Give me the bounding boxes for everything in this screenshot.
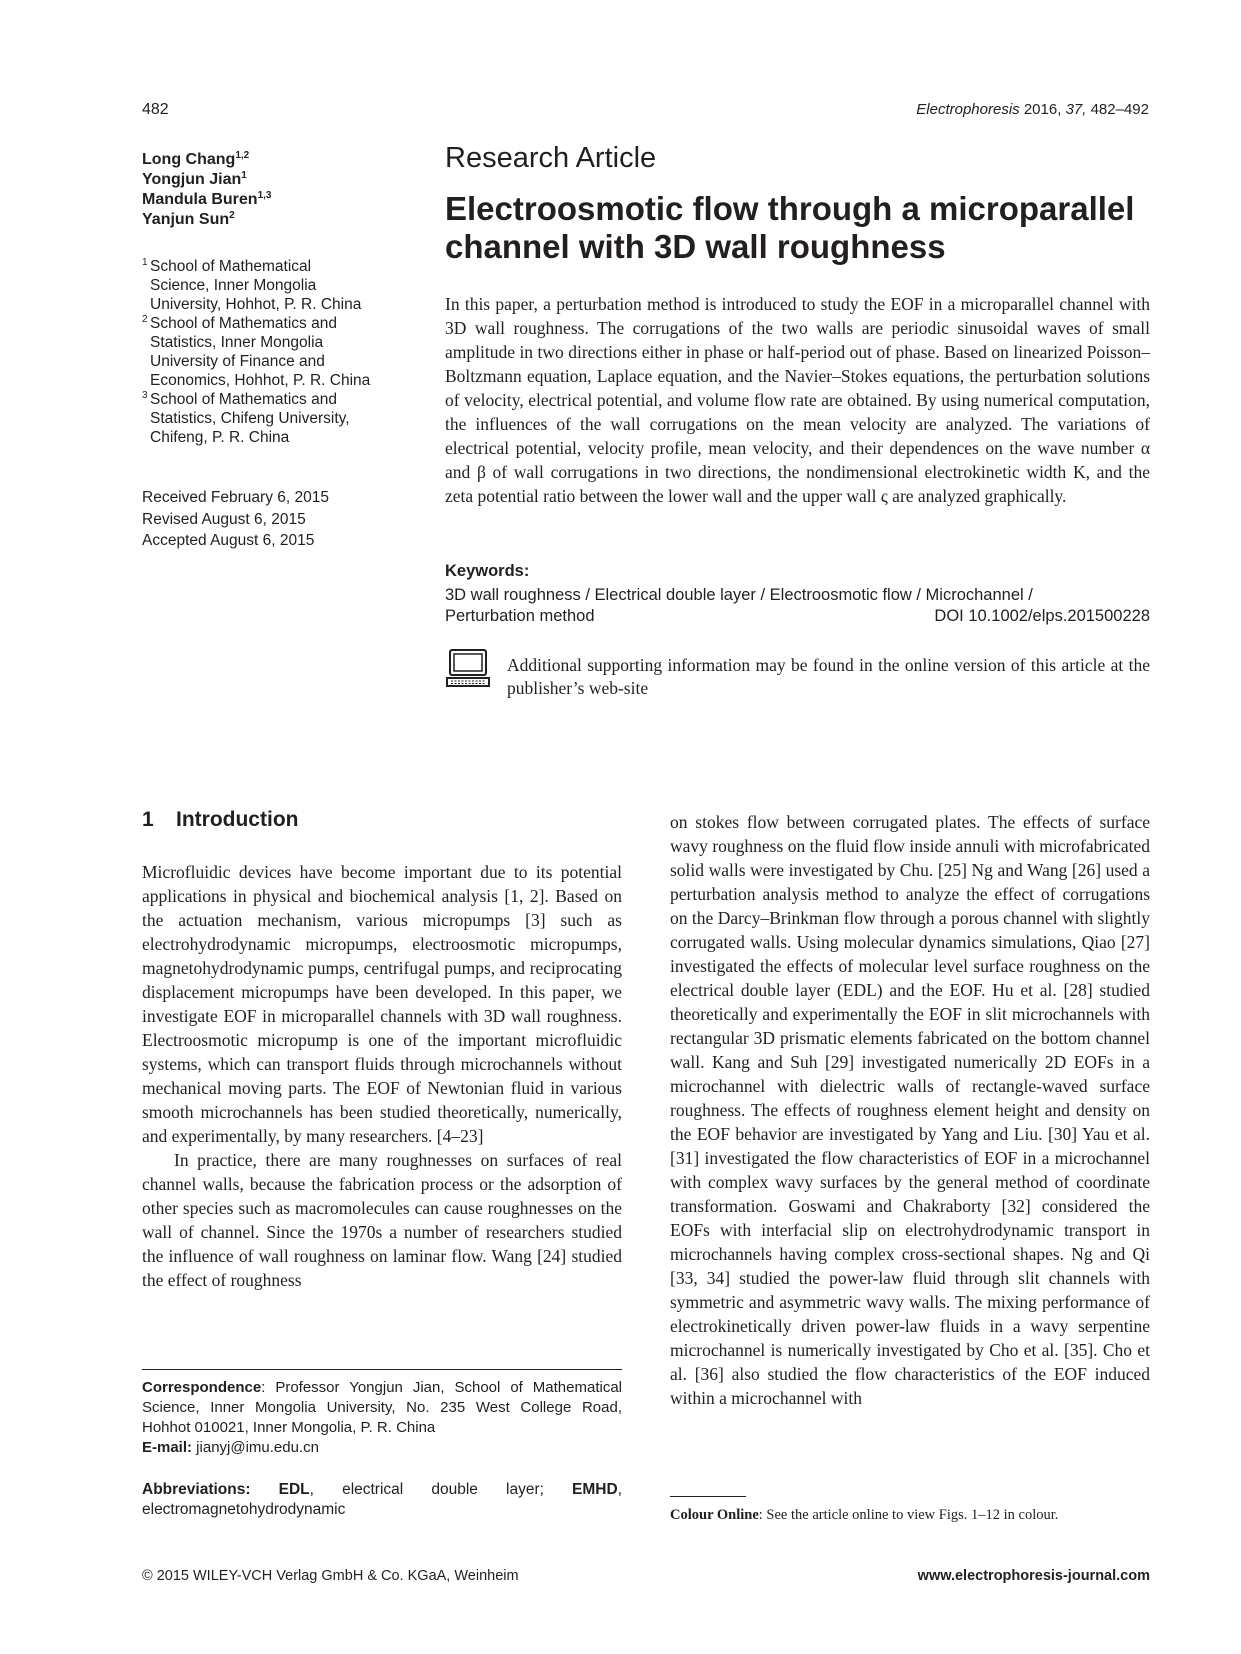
page-number: 482 <box>142 101 169 118</box>
journal-name: Electrophoresis <box>916 101 1020 118</box>
author: Yanjun Sun$^2$ <box>142 210 235 228</box>
journal-year: 2016, <box>1023 101 1062 118</box>
journal-website: www.electrophoresis-journal.com <box>917 1568 1150 1584</box>
copyright: © 2015 WILEY-VCH Verlag GmbH & Co. KGaA, Weinheim <box>142 1568 519 1584</box>
body-column-left <box>142 860 622 1292</box>
footnote-divider <box>670 1496 746 1497</box>
paragraph: In practice, there are many roughnesses on surfaces of real channel walls, because the fabrication process or the adsorption of other species such as macromolecules can cause roughnesses on the wall of channel. Since the 1970s a number of researchers studied the influence of wall roughness on laminar flow. Wang [24] studied the effect of roughness <box>142 1150 622 1290</box>
journal-pages: 482–492 <box>1090 101 1149 118</box>
section-heading-introduction <box>142 808 298 832</box>
received-date: Received February 6, 2015 <box>142 489 329 506</box>
author-list <box>142 150 412 230</box>
keywords-list: 3D wall roughness / Electrical double layer / Electroosmotic flow / Microchannel / <box>445 586 1033 604</box>
correspondence-note: Correspondence: Professor Yongjun Jian, School of Mathematical Science, Inner Mongolia University, No. 235 West College Road, Hohhot 010021, Inner Mongolia, P. R. China E-mail: jianyj@imu.edu.cn <box>142 1379 622 1456</box>
accepted-date: Accepted August 6, 2015 <box>142 532 315 549</box>
computer-icon <box>445 648 491 690</box>
abbreviations-note: Abbreviations: EDL, electrical double layer; EMHD, electromagnetohydrodynamic <box>142 1481 622 1518</box>
section-title: Introduction <box>176 808 299 831</box>
article-dates <box>142 487 412 552</box>
author: Long Chang$^{1,2}$ <box>142 150 250 168</box>
article-type: Research Article <box>445 142 657 174</box>
author: Mandula Buren$^{1,3}$ <box>142 190 272 208</box>
keywords-heading: Keywords: <box>445 562 530 580</box>
correspondence-email: jianyj@imu.edu.cn <box>192 1439 319 1456</box>
body-column-right <box>670 810 1150 1410</box>
author: Yongjun Jian$^1$ <box>142 170 247 188</box>
paragraph: on stokes flow between corrugated plates. The effects of surface wavy roughness on the fluid flow inside annuli with microfabricated solid walls were investigated by Chu. [25] Ng and Wang [26] used a perturbation analysis method to analyze the effect of corrugations on the Darcy–Brinkman flow through a porous channel with slightly corrugated walls. Using molecular dynamics simulations, Qiao [27] investigated the effects of molecular level surface roughness on the electrical double layer (EDL) and the EOF. Hu et al. [28] studied theoretically and experimentally the EOF in slit microchannels with rectangular 3D prismatic elements fabricated on the bottom channel wall. Kang and Suh [29] investigated numerically 2D EOFs in a microchannel with dielectric walls of rectangle-waved surface roughness. The effects of roughness element height and density on the EOF behavior are investigated by Yang and Liu. [30] Yau et al. [31] investigated the flow characteristics of EOF in a microchannel with complex wavy surfaces by the general method of coordinate transformation. Goswami and Chakraborty [32] considered the EOFs with interfacial slip on electrohydrodynamic transport in microchannels having complex cross-sectional shapes. Ng and Qi [33, 34] studied the power-law fluid through slit channels with symmetric and asymmetric wavy walls. The mixing performance of electrokinetically driven power-law fluids in a wavy serpentine microchannel is numerically investigated by Cho et al. [35]. Cho et al. [36] also studied the flow characteristics of the EOF induced within a microchannel with <box>670 812 1150 1408</box>
journal-volume: 37, <box>1065 101 1087 118</box>
paragraph: Microfluidic devices have become important due to its potential applications in physical and biochemical analysis [1, 2]. Based on the actuation mechanism, various micropumps [3] such as electrohydrodynamic micropumps, electroosmotic micropumps, magnetohydrodynamic pumps, centrifugal pumps, and reciprocating displacement micropumps have been developed. In this paper, we investigate EOF in microparallel channels with 3D wall roughness. Electroosmotic micropump is one of the important microfluidic systems, which can transport fluids through microchannels without mechanical moving parts. The EOF of Newtonian fluid in various smooth microchannels has been studied theoretically, numerically, and experimentally, by many researchers. [4–23] <box>142 862 622 1146</box>
doi: DOI 10.1002/elps.201500228 <box>934 607 1150 625</box>
revised-date: Revised August 6, 2015 <box>142 510 306 528</box>
affiliation: 3 School of Mathematics and Statistics, Chifeng University, Chifeng, P. R. China <box>142 390 350 446</box>
article-title: Electroosmotic flow through a microparallel channel with 3D wall roughness <box>445 190 1135 265</box>
abstract-text: In this paper, a perturbation method is introduced to study the EOF in a microparallel channel with 3D wall roughness. The corrugations of the two walls are periodic sinusoidal waves of small amplitude in two directions either in phase or half-period out of phase. Based on linearized Poisson–Boltzmann equation, Laplace equation, and the Navier–Stokes equations, the perturbation solutions of velocity, electrical potential, and volume flow rate are obtained. By using numerical computation, the influences of the wall corrugations on the mean velocity are analyzed. The variations of electrical potential, velocity profile, mean velocity, and their dependences on the wave number α and β of wall corrugations in two directions, the nondimensional electrokinetic width K, and the zeta potential ratio between the lower wall and the upper wall ς are analyzed graphically. <box>445 294 1150 506</box>
keywords-list-continued: Perturbation method <box>445 607 595 625</box>
journal-reference <box>916 101 1149 118</box>
section-number: 1 <box>142 808 154 831</box>
footnote-divider <box>142 1369 622 1370</box>
affiliation-list <box>142 257 412 447</box>
affiliation: 2 School of Mathematics and Statistics, Inner Mongolia University of Finance and Economics, Hohhot, P. R. China <box>142 314 371 389</box>
abstract <box>445 292 1150 508</box>
colour-online-note: Colour Online: See the article online to view Figs. 1–12 in colour. <box>670 1507 1059 1523</box>
supporting-info-note: Additional supporting information may be found in the online version of this article at the publisher’s web-site <box>507 655 1150 698</box>
affiliation: 1 School of Mathematical Science, Inner Mongolia University, Hohhot, P. R. China <box>142 257 362 313</box>
